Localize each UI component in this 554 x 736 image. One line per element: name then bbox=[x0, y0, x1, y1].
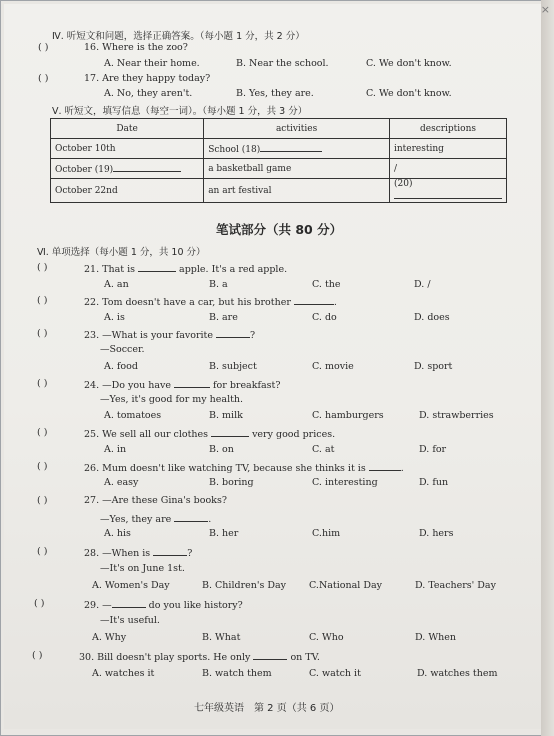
info-table bbox=[50, 118, 507, 203]
option-26-b: B. boring bbox=[209, 477, 254, 488]
option-22-b: B. are bbox=[209, 312, 238, 323]
answer-paren-16: ( ) bbox=[38, 42, 49, 53]
cell-text: School (18) bbox=[208, 145, 261, 155]
option-29-a: A. Why bbox=[92, 632, 127, 643]
option-16-a: A. Near their home. bbox=[104, 58, 200, 69]
option-23-b: B. subject bbox=[209, 361, 257, 372]
q28-line-2: —It's on June 1st. bbox=[100, 563, 185, 574]
table-header: activities bbox=[204, 119, 390, 139]
table-cell-with-blank bbox=[204, 139, 390, 159]
q26-text-end: . bbox=[400, 463, 404, 474]
answer-paren-21: ( ) bbox=[37, 262, 48, 273]
question-27: 27. —Are these Gina's books? bbox=[84, 495, 227, 506]
q29-text-start: 29. — bbox=[84, 600, 112, 611]
option-30-a: A. watches it bbox=[92, 668, 155, 679]
table-cell: interesting bbox=[390, 139, 507, 159]
option-25-a: A. in bbox=[104, 444, 127, 455]
q26-text-start: 26. Mum doesn't like watching TV, because she thinks it is bbox=[84, 463, 369, 474]
option-21-c: C. the bbox=[312, 279, 341, 290]
option-17-b: B. Yes, they are. bbox=[236, 88, 314, 99]
answer-paren-27: ( ) bbox=[37, 495, 48, 506]
table-row bbox=[51, 159, 507, 179]
option-27-a: A. his bbox=[104, 528, 131, 539]
option-28-b: B. Children's Day bbox=[202, 580, 287, 591]
question-26 bbox=[84, 461, 404, 474]
option-23-c: C. movie bbox=[312, 361, 354, 372]
table-row bbox=[51, 139, 507, 159]
option-26-d: D. fun bbox=[419, 477, 449, 488]
q25-text-start: 25. We sell all our clothes bbox=[84, 429, 212, 440]
written-part-title: 笔试部分（共 80 分） bbox=[216, 222, 343, 237]
option-24-d: D. strawberries bbox=[419, 410, 494, 421]
answer-paren-30: ( ) bbox=[32, 650, 43, 661]
blank-21 bbox=[138, 262, 176, 272]
option-29-b: B. What bbox=[202, 632, 241, 643]
answer-paren-23: ( ) bbox=[37, 328, 48, 339]
q30-text-start: 30. Bill doesn't play sports. He only bbox=[79, 652, 254, 663]
question-25 bbox=[84, 427, 335, 440]
q24-text-start: 24. —Do you have bbox=[84, 380, 174, 391]
option-30-d: D. watches them bbox=[417, 668, 498, 679]
q25-text-end: very good prices. bbox=[249, 429, 336, 440]
answer-paren-22: ( ) bbox=[37, 295, 48, 306]
blank-26 bbox=[369, 461, 401, 471]
q27-line2-end: . bbox=[208, 514, 212, 525]
blank-29 bbox=[112, 598, 146, 608]
answer-paren-24: ( ) bbox=[37, 378, 48, 389]
question-28 bbox=[84, 546, 192, 559]
blank-20[interactable] bbox=[394, 189, 502, 199]
question-22 bbox=[84, 295, 337, 308]
page-footer: 七年级英语 第 2 页（共 6 页） bbox=[194, 703, 340, 714]
blank-25 bbox=[211, 427, 249, 437]
q29-line-2: —It's useful. bbox=[100, 615, 160, 626]
close-icon[interactable]: × bbox=[540, 3, 550, 16]
cell-text: (20) bbox=[394, 179, 413, 189]
q23-line-2: —Soccer. bbox=[100, 344, 145, 355]
page-edge-shadow bbox=[541, 0, 554, 736]
option-30-c: C. watch it bbox=[309, 668, 361, 679]
cell-text: October (19) bbox=[55, 165, 114, 175]
table-header: Date bbox=[51, 119, 204, 139]
table-cell: October 10th bbox=[51, 139, 204, 159]
option-27-d: D. hers bbox=[419, 528, 454, 539]
answer-paren-26: ( ) bbox=[37, 461, 48, 472]
option-24-c: C. hamburgers bbox=[312, 410, 384, 421]
q29-text-end: do you like history? bbox=[145, 600, 243, 611]
question-17: 17. Are they happy today? bbox=[84, 73, 211, 84]
option-22-c: C. do bbox=[312, 312, 337, 323]
option-17-a: A. No, they aren't. bbox=[104, 88, 193, 99]
answer-paren-25: ( ) bbox=[37, 427, 48, 438]
q24-line-2: —Yes, it's good for my health. bbox=[100, 394, 244, 405]
option-21-b: B. a bbox=[209, 279, 228, 290]
section-6-heading: Ⅵ. 单项选择（每小题 1 分，共 10 分） bbox=[37, 247, 206, 258]
blank-28 bbox=[153, 546, 187, 556]
section-4-heading: Ⅳ. 听短文和问题，选择正确答案。（每小题 1 分，共 2 分） bbox=[52, 31, 305, 42]
blank-27 bbox=[174, 512, 208, 522]
option-27-c: C.him bbox=[312, 528, 341, 539]
q23-text-start: 23. —What is your favorite bbox=[84, 330, 217, 341]
blank-19[interactable] bbox=[113, 162, 181, 172]
option-28-a: A. Women's Day bbox=[92, 580, 170, 591]
table-cell: October 22nd bbox=[51, 179, 204, 203]
q24-text-end: for breakfast? bbox=[210, 380, 281, 391]
option-21-a: A. an bbox=[104, 279, 129, 290]
exam-page bbox=[4, 4, 541, 729]
option-26-a: A. easy bbox=[104, 477, 139, 488]
table-cell: an art festival bbox=[204, 179, 390, 203]
option-25-d: D. for bbox=[419, 444, 447, 455]
q28-text-start: 28. —When is bbox=[84, 548, 154, 559]
answer-paren-28: ( ) bbox=[37, 546, 48, 557]
option-21-d: D. / bbox=[414, 279, 431, 290]
table-cell: a basketball game bbox=[204, 159, 390, 179]
question-30 bbox=[79, 650, 320, 663]
q23-text-end: ? bbox=[250, 330, 256, 341]
option-25-b: B. on bbox=[209, 444, 234, 455]
table-row bbox=[51, 179, 507, 203]
question-21 bbox=[84, 262, 287, 275]
option-30-b: B. watch them bbox=[202, 668, 272, 679]
option-17-c: C. We don't know. bbox=[366, 88, 452, 99]
table-cell: / bbox=[390, 159, 507, 179]
answer-paren-17: ( ) bbox=[38, 73, 49, 84]
blank-22 bbox=[294, 295, 334, 305]
option-28-c: C.National Day bbox=[309, 580, 382, 591]
q22-text-start: 22. Tom doesn't have a car, but his brother bbox=[84, 297, 294, 308]
table-cell-with-blank bbox=[51, 159, 204, 179]
q21-text-start: 21. That is bbox=[84, 264, 139, 275]
q27-line-2 bbox=[100, 512, 211, 525]
blank-23 bbox=[216, 328, 250, 338]
table-header-row bbox=[51, 119, 507, 139]
q28-text-end: ? bbox=[187, 548, 193, 559]
option-28-d: D. Teachers' Day bbox=[415, 580, 496, 591]
question-24 bbox=[84, 378, 280, 391]
option-23-a: A. food bbox=[104, 361, 138, 372]
option-22-a: A. is bbox=[104, 312, 125, 323]
option-29-c: C. Who bbox=[309, 632, 344, 643]
section-5-heading: Ⅴ. 听短文，填写信息（每空一词）。（每小题 1 分，共 3 分） bbox=[52, 106, 308, 117]
blank-30 bbox=[253, 650, 287, 660]
option-24-a: A. tomatoes bbox=[104, 410, 162, 421]
option-16-b: B. Near the school. bbox=[236, 58, 329, 69]
option-16-c: C. We don't know. bbox=[366, 58, 452, 69]
option-22-d: D. does bbox=[414, 312, 450, 323]
table-cell-with-blank bbox=[390, 179, 507, 203]
q21-text-end: apple. It's a red apple. bbox=[176, 264, 288, 275]
blank-24 bbox=[174, 378, 210, 388]
q22-text-end: . bbox=[333, 297, 337, 308]
question-23 bbox=[84, 328, 255, 341]
option-24-b: B. milk bbox=[209, 410, 243, 421]
option-29-d: D. When bbox=[415, 632, 456, 643]
option-25-c: C. at bbox=[312, 444, 335, 455]
option-26-c: C. interesting bbox=[312, 477, 378, 488]
question-16: 16. Where is the zoo? bbox=[84, 42, 188, 53]
q30-text-end: on TV. bbox=[287, 652, 320, 663]
q27-line2-start: —Yes, they are bbox=[100, 514, 175, 525]
question-29 bbox=[84, 598, 243, 611]
table-header: descriptions bbox=[390, 119, 507, 139]
option-27-b: B. her bbox=[209, 528, 239, 539]
blank-18[interactable] bbox=[260, 142, 322, 152]
option-23-d: D. sport bbox=[414, 361, 453, 372]
answer-paren-29: ( ) bbox=[34, 598, 45, 609]
